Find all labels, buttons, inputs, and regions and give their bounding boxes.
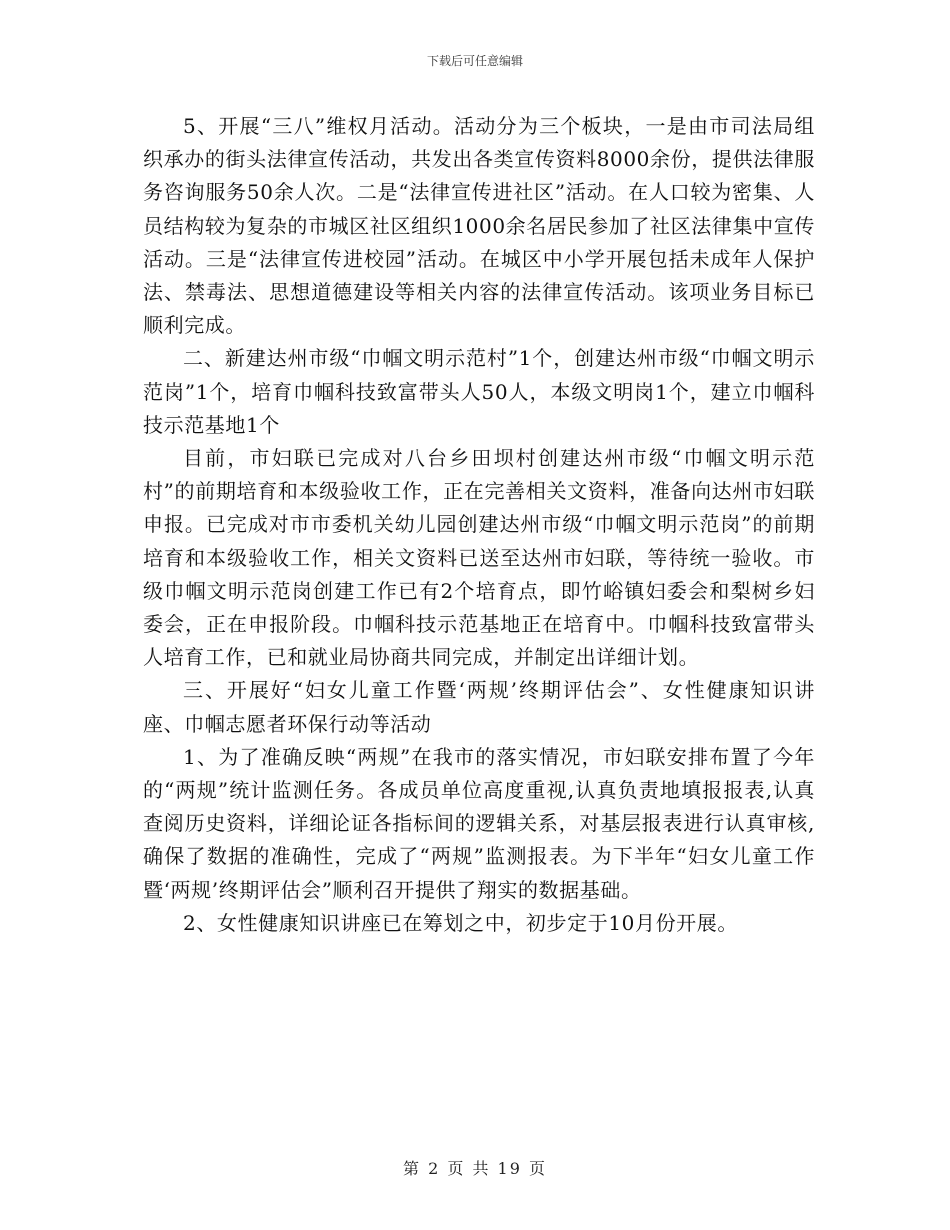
paragraph-4: 三、开展好“妇女儿童工作暨‘两规’终期评估会”、女性健康知识讲座、巾帼志愿者环保行动等活动 — [143, 678, 815, 736]
paragraph-5: 1、为了准确反映“两规”在我市的落实情况，市妇联安排布置了今年的“两规”统计监测任务。各成员单位高度重视,认真负责地填报报表,认真查阅历史资料，详细论证各指标间的逻辑关系，对基层报表进行认真审核,确保了数据的准确性，完成了“两规”监测报表。为下半年“妇女儿童工作暨‘两规’终期评估会”顺利召开提供了翔实的数据基础。 — [143, 744, 815, 902]
paragraph-2: 二、新建达州市级“巾帼文明示范村”1个，创建达州市级“巾帼文明示范岗”1个，培育巾帼科技致富带头人50人，本级文明岗1个，建立巾帼科技示范基地1个 — [143, 346, 815, 437]
page-header: 下载后可任意编辑 — [426, 54, 523, 68]
paragraph-3: 目前，市妇联已完成对八台乡田坝村创建达州市级“巾帼文明示范村”的前期培育和本级验收工作，正在完善相关文资料，准备向达州市妇联申报。已完成对市市委机关幼儿园创建达州市级“巾帼文明示范岗”的前期培育和本级验收工作，相关文资料已送至达州市妇联，等待统一验收。市级巾帼文明示范岗创建工作已有2个培育点，即竹峪镇妇委会和梨树乡妇委会，正在申报阶段。巾帼科技示范基地正在培育中。巾帼科技致富带头人培育工作，已和就业局协商共同完成，并制定出详细计划。 — [143, 446, 815, 670]
paragraph-1: 5、开展“三八”维权月活动。活动分为三个板块，一是由市司法局组织承办的街头法律宣传活动，共发出各类宣传资料8000余份，提供法律服务咨询服务50余人次。二是“法律宣传进社区”活动。在人口较为密集、人员结构较为复杂的市城区社区组织1000余名居民参加了社区法律集中宣传活动。三是“法律宣传进校园”活动。在城区中小学开展包括未成年人保护法、禁毒法、思想道德建设等相关内容的法律宣传活动。该项业务目标已顺利完成。 — [143, 114, 815, 338]
document-body — [143, 110, 815, 940]
paragraph-6: 2、女性健康知识讲座已在筹划之中，初步定于10月份开展。 — [183, 910, 738, 935]
page-footer: 第 2 页 共 19 页 — [403, 1159, 547, 1178]
